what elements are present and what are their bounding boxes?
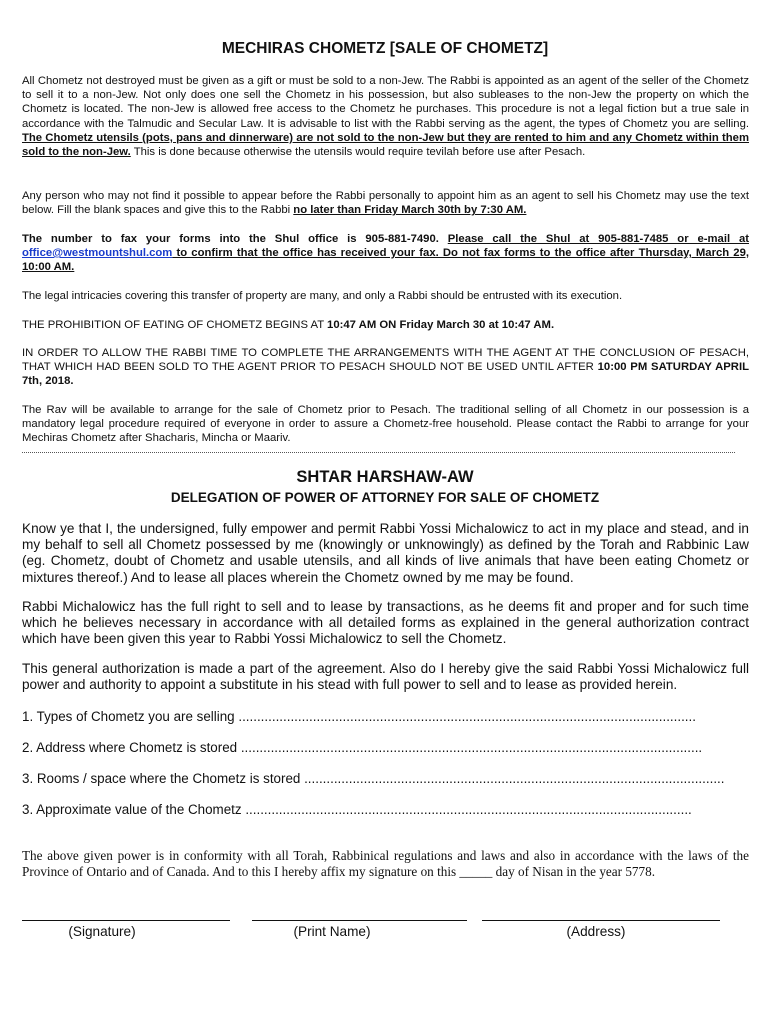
conclusion-paragraph — [22, 346, 749, 389]
field-label: 3. Rooms / space where the Chometz is stored — [22, 771, 305, 786]
page-title: MECHIRAS CHOMETZ [SALE OF CHOMETZ] — [221, 40, 549, 57]
shtar-paragraph: Rabbi Michalowicz has the full right to sell and to lease by transactions, as he deems fit and proper and for such time which he believes necessary in accordance with all detailed forms as explained in the general authorization contract which have been given this year to Rabbi Yossi Michalowicz to sell the Chometz. — [22, 599, 749, 647]
print-name-label: (Print Name) — [293, 924, 371, 939]
conclusion-text: IN ORDER TO ALLOW THE RABBI TIME TO COMPLETE THE ARRANGEMENTS WITH THE AGENT AT THE CONCLUSION OF PESACH, THAT WHICH HAD BEEN SOLD TO THE AGENT PRIOR TO PESACH SHOULD NOT BE USED UNTIL AFTER — [22, 347, 749, 374]
intro-tail: This is done because otherwise the utensils would require tevilah before use after Pesach. — [130, 146, 586, 159]
fax-paragraph — [22, 232, 749, 275]
intro-emphasis: The Chometz utensils (pots, pans and dinnerware) are not sold to the non-Jew but they are rented to him and any Chometz within them sold to the non-Jew. — [22, 131, 749, 159]
field-label: 3. Approximate value of the Chometz — [22, 802, 246, 817]
field-rooms[interactable] — [22, 771, 749, 786]
field-blank[interactable]: ........................................................................................................................... — [238, 709, 696, 724]
address-label: (Address) — [566, 924, 626, 939]
signature-line[interactable] — [22, 920, 230, 921]
conformity-paragraph: The above given power is in conformity with all Torah, Rabbinical regulations and laws and also in accordance with the laws of the Province of Ontario and of Canada. And to this I hereby affix my signature on this _____ day of Nisan in the year 5778. — [22, 848, 749, 879]
field-value[interactable] — [22, 802, 749, 817]
field-types-of-chometz[interactable] — [22, 709, 749, 724]
confirm-text: to confirm that the office has received your fax. Do not fax forms to the office after Thursday, March 29, 10:00 AM. — [22, 247, 749, 274]
appear-text: Any person who may not find it possible to appear before the Rabbi personally to appoint him as an agent to sell his Chometz may use the text below. Fill the blank spaces and give this to the Rabbi — [22, 190, 749, 217]
legal-paragraph: The legal intricacies covering this transfer of property are many, and only a Rabbi should be entrusted with its execution. — [22, 290, 623, 302]
shtar-paragraph: Know ye that I, the undersigned, fully empower and permit Rabbi Yossi Michalowicz to act in my place and stead, and in my behalf to sell all Chometz possessed by me (knowingly or unknowingly) as defined by the Torah and Rabbinic Law (eg. Chometz, doubt of Chometz and usable utensils, and all kinds of live animals that have been eating Chometz or mixtures thereof.) And to lease all places wherein the Chometz owned by me may be found. — [22, 521, 749, 585]
prohibition-time: 10:47 AM ON Friday March 30 at 10:47 AM. — [327, 319, 555, 331]
appear-paragraph — [22, 189, 749, 217]
intro-text: All Chometz not destroyed must be given as a gift or must be sold to a non-Jew. The Rabbi is appointed as an agent of the seller of the Chometz to sell it to a non-Jew. Not only does one sell the Chometz in his possession, but also subleases to the non-Jew the property on which the Chometz is located. The non-Jew is allowed free access to the Chometz he purchases. This procedure is not a legal fiction but a true sale in accordance with the Talmudic and Secular Law. It is advisable to list with the Rabbi serving as the agent, the types of Chometz you are selling. — [22, 75, 749, 130]
dotted-divider — [22, 446, 735, 453]
address-line[interactable] — [482, 920, 720, 921]
field-label: 2. Address where Chometz is stored — [22, 740, 241, 755]
field-blank[interactable]: ............................................................................................................................ — [240, 740, 703, 755]
deadline-text: no later than Friday March 30th by 7:30 AM. — [293, 204, 527, 217]
fax-text: The number to fax your forms into the Shul office is 905-881-7490. — [22, 233, 448, 245]
shtar-subtitle: DELEGATION OF POWER OF ATTORNEY FOR SALE OF CHOMETZ — [170, 490, 600, 505]
field-blank[interactable]: ................................................................................................................. — [304, 771, 725, 786]
email-link[interactable]: office@westmountshul.com — [22, 247, 173, 260]
print-name-line[interactable] — [252, 920, 467, 921]
signature-label: (Signature) — [68, 924, 136, 939]
prohibition-text: THE PROHIBITION OF EATING OF CHOMETZ BEGINS AT — [22, 319, 328, 331]
shtar-title: SHTAR HARSHAW-AW — [296, 468, 474, 486]
field-address[interactable] — [22, 740, 749, 755]
field-blank[interactable]: ........................................................................................................................ — [245, 802, 692, 817]
field-label: 1. Types of Chometz you are selling — [22, 709, 239, 724]
conclusion-time: 10:00 PM SATURDAY APRIL 7th, 2018. — [22, 361, 749, 388]
prohibition-paragraph — [22, 318, 749, 332]
call-text: Please call the Shul at 905-881-7485 or e-mail at — [447, 233, 749, 245]
rav-paragraph: The Rav will be available to arrange for the sale of Chometz prior to Pesach. The traditional selling of all Chometz in our possession is a mandatory legal procedure required of everyone in order to assure a Chometz-free household. Please contact the Rabbi to arrange for your Mechiras Chometz after Shacharis, Mincha or Maariv. — [22, 404, 749, 445]
shtar-paragraph: This general authorization is made a part of the agreement. Also do I hereby give the said Rabbi Yossi Michalowicz full power and authority to appoint a substitute in his stead with full power to sell and to lease as provided herein. — [22, 661, 749, 693]
intro-paragraph — [22, 74, 749, 159]
